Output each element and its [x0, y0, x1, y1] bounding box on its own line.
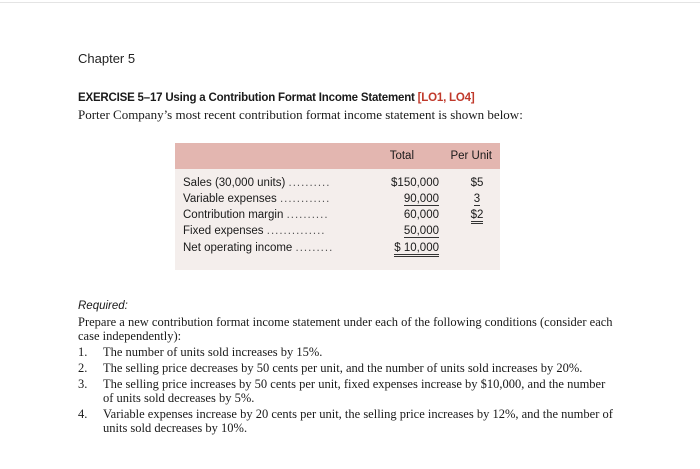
statement-row-contribution-margin [183, 209, 503, 224]
row-total: $ 10,000 [394, 242, 439, 257]
requirement-item [78, 361, 618, 375]
requirement-number: 4. [78, 407, 88, 421]
statement-row-sales [183, 177, 503, 192]
row-label: Sales (30,000 units) [183, 177, 286, 189]
row-label: Fixed expenses [183, 225, 264, 237]
row-label: Variable expenses [183, 193, 277, 205]
income-statement-table [175, 143, 500, 270]
dot-leader: .......... [286, 209, 329, 221]
statement-row-fixed-expenses [183, 225, 503, 240]
row-total: 60,000 [403, 209, 439, 221]
requirement-text: The selling price decreases by 50 cents per unit, and the number of units sold increases by 20%. [103, 361, 583, 375]
requirement-number: 2. [78, 361, 88, 375]
exercise-title-text: EXERCISE 5–17 Using a Contribution Format Income Statement [78, 92, 415, 104]
requirement-item [78, 407, 618, 435]
row-total: $150,000 [391, 177, 439, 189]
required-heading: Required: [78, 300, 128, 312]
requirement-text: The selling price increases by 50 cents per unit, fixed expenses increase by $10,000, and the number of units sold decreases by 5%. [103, 377, 606, 405]
dot-leader: .......... [288, 177, 331, 189]
row-per-unit: $5 [470, 177, 484, 189]
requirement-item [78, 377, 618, 405]
top-border [0, 0, 700, 3]
row-total: 90,000 [403, 193, 439, 205]
requirements-list [78, 345, 618, 437]
dot-leader: ............ [279, 193, 331, 205]
row-per-unit: $2 [471, 209, 484, 224]
row-total: 50,000 [403, 225, 439, 237]
requirement-text: Variable expenses increase by 20 cents per unit, the selling price increases by 12%, and the number of units sold decreases by 10%. [103, 407, 613, 435]
column-header-per-unit: Per Unit [450, 150, 492, 162]
statement-header-row [175, 143, 500, 169]
exercise-title [78, 92, 474, 104]
requirement-text: The number of units sold increases by 15%. [103, 345, 323, 359]
statement-row-variable-expenses [183, 193, 503, 208]
row-label: Contribution margin [183, 209, 284, 221]
row-label: Net operating income [183, 242, 293, 254]
row-per-unit: 3 [473, 193, 481, 205]
learning-objectives: [LO1, LO4] [417, 92, 475, 104]
requirement-number: 1. [78, 345, 88, 359]
required-instructions: Prepare a new contribution format income statement under each of the following conditions (consider each case independently): [78, 315, 613, 343]
dot-leader: .............. [266, 225, 326, 237]
column-header-total: Total [389, 150, 414, 162]
exercise-intro: Porter Company’s most recent contribution format income statement is shown below: [78, 107, 523, 122]
statement-row-net-operating-income [183, 242, 503, 257]
chapter-heading: Chapter 5 [78, 51, 136, 66]
requirement-item [78, 345, 618, 359]
dot-leader: ......... [295, 242, 334, 254]
requirement-number: 3. [78, 377, 88, 391]
